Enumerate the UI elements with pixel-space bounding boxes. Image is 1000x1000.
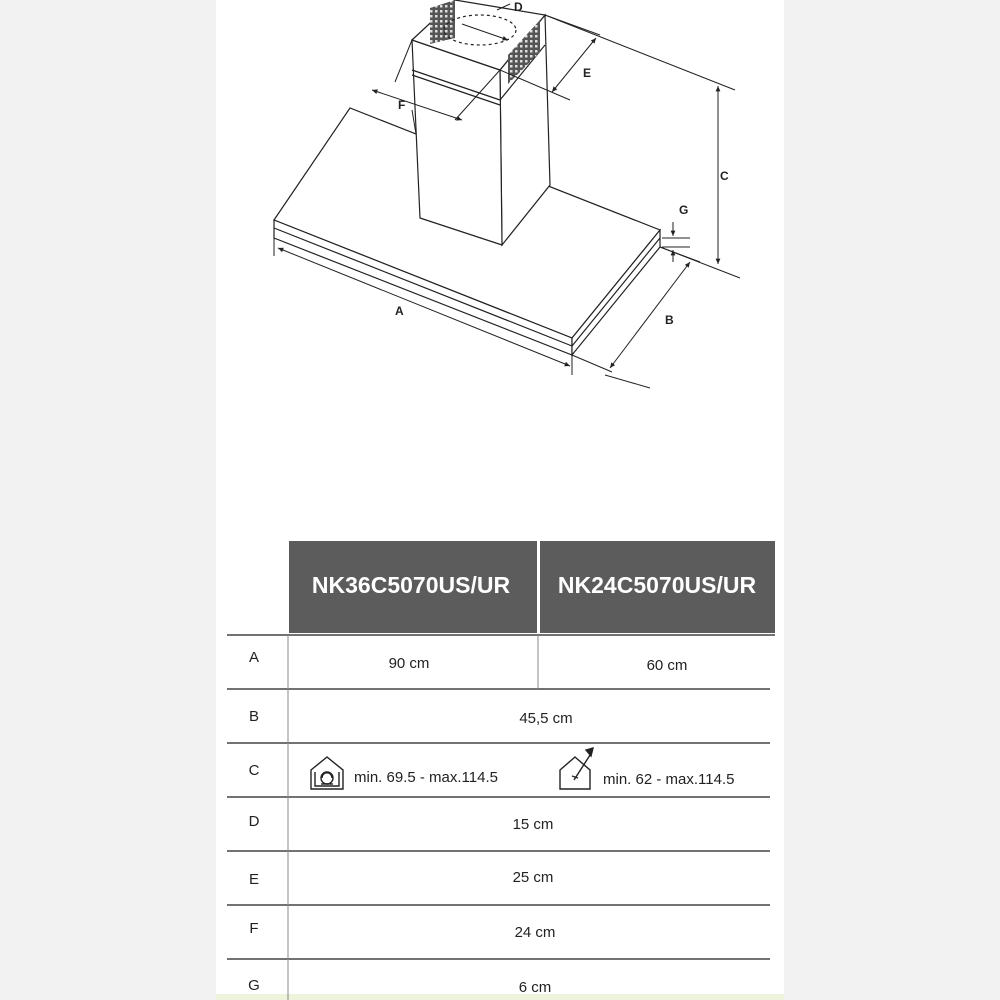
hood-drawing — [274, 0, 660, 355]
cell-d-value: 15 cm — [512, 816, 554, 833]
row-label-c: C — [248, 762, 260, 779]
dimensions-table — [227, 541, 775, 1000]
header-model-1: NK36C5070US/UR — [311, 572, 511, 598]
row-label-g: G — [248, 977, 260, 994]
label-a: A — [395, 304, 404, 318]
label-e: E — [583, 66, 592, 80]
header-model-2: NK24C5070US/UR — [557, 572, 757, 598]
vent-left — [430, 0, 455, 44]
cell-c-ducted: min. 62 - max.114.5 — [603, 771, 735, 788]
row-label-a: A — [248, 649, 260, 666]
row-label-e: E — [248, 871, 260, 888]
cell-f-value: 24 cm — [514, 924, 556, 941]
label-f: F — [398, 98, 406, 112]
label-d: D — [514, 0, 523, 14]
cell-c-recirculation: min. 69.5 - max.114.5 — [354, 769, 498, 786]
cell-e-value: 25 cm — [512, 869, 554, 886]
cell-b-value: 45,5 cm — [519, 710, 573, 727]
row-label-d: D — [248, 813, 260, 830]
label-g: G — [679, 203, 689, 217]
recirculation-house-icon — [311, 757, 343, 789]
cell-a-model-2: 60 cm — [646, 657, 688, 674]
table-rules — [227, 635, 775, 959]
cell-a-model-1: 90 cm — [388, 655, 430, 672]
row-label-f: F — [249, 920, 259, 937]
label-b: B — [665, 313, 674, 327]
chimney-front-face — [412, 40, 502, 245]
label-c: C — [720, 169, 729, 183]
cell-g-value: 6 cm — [518, 979, 552, 996]
row-label-b: B — [248, 708, 260, 725]
ducted-house-icon — [560, 748, 593, 789]
